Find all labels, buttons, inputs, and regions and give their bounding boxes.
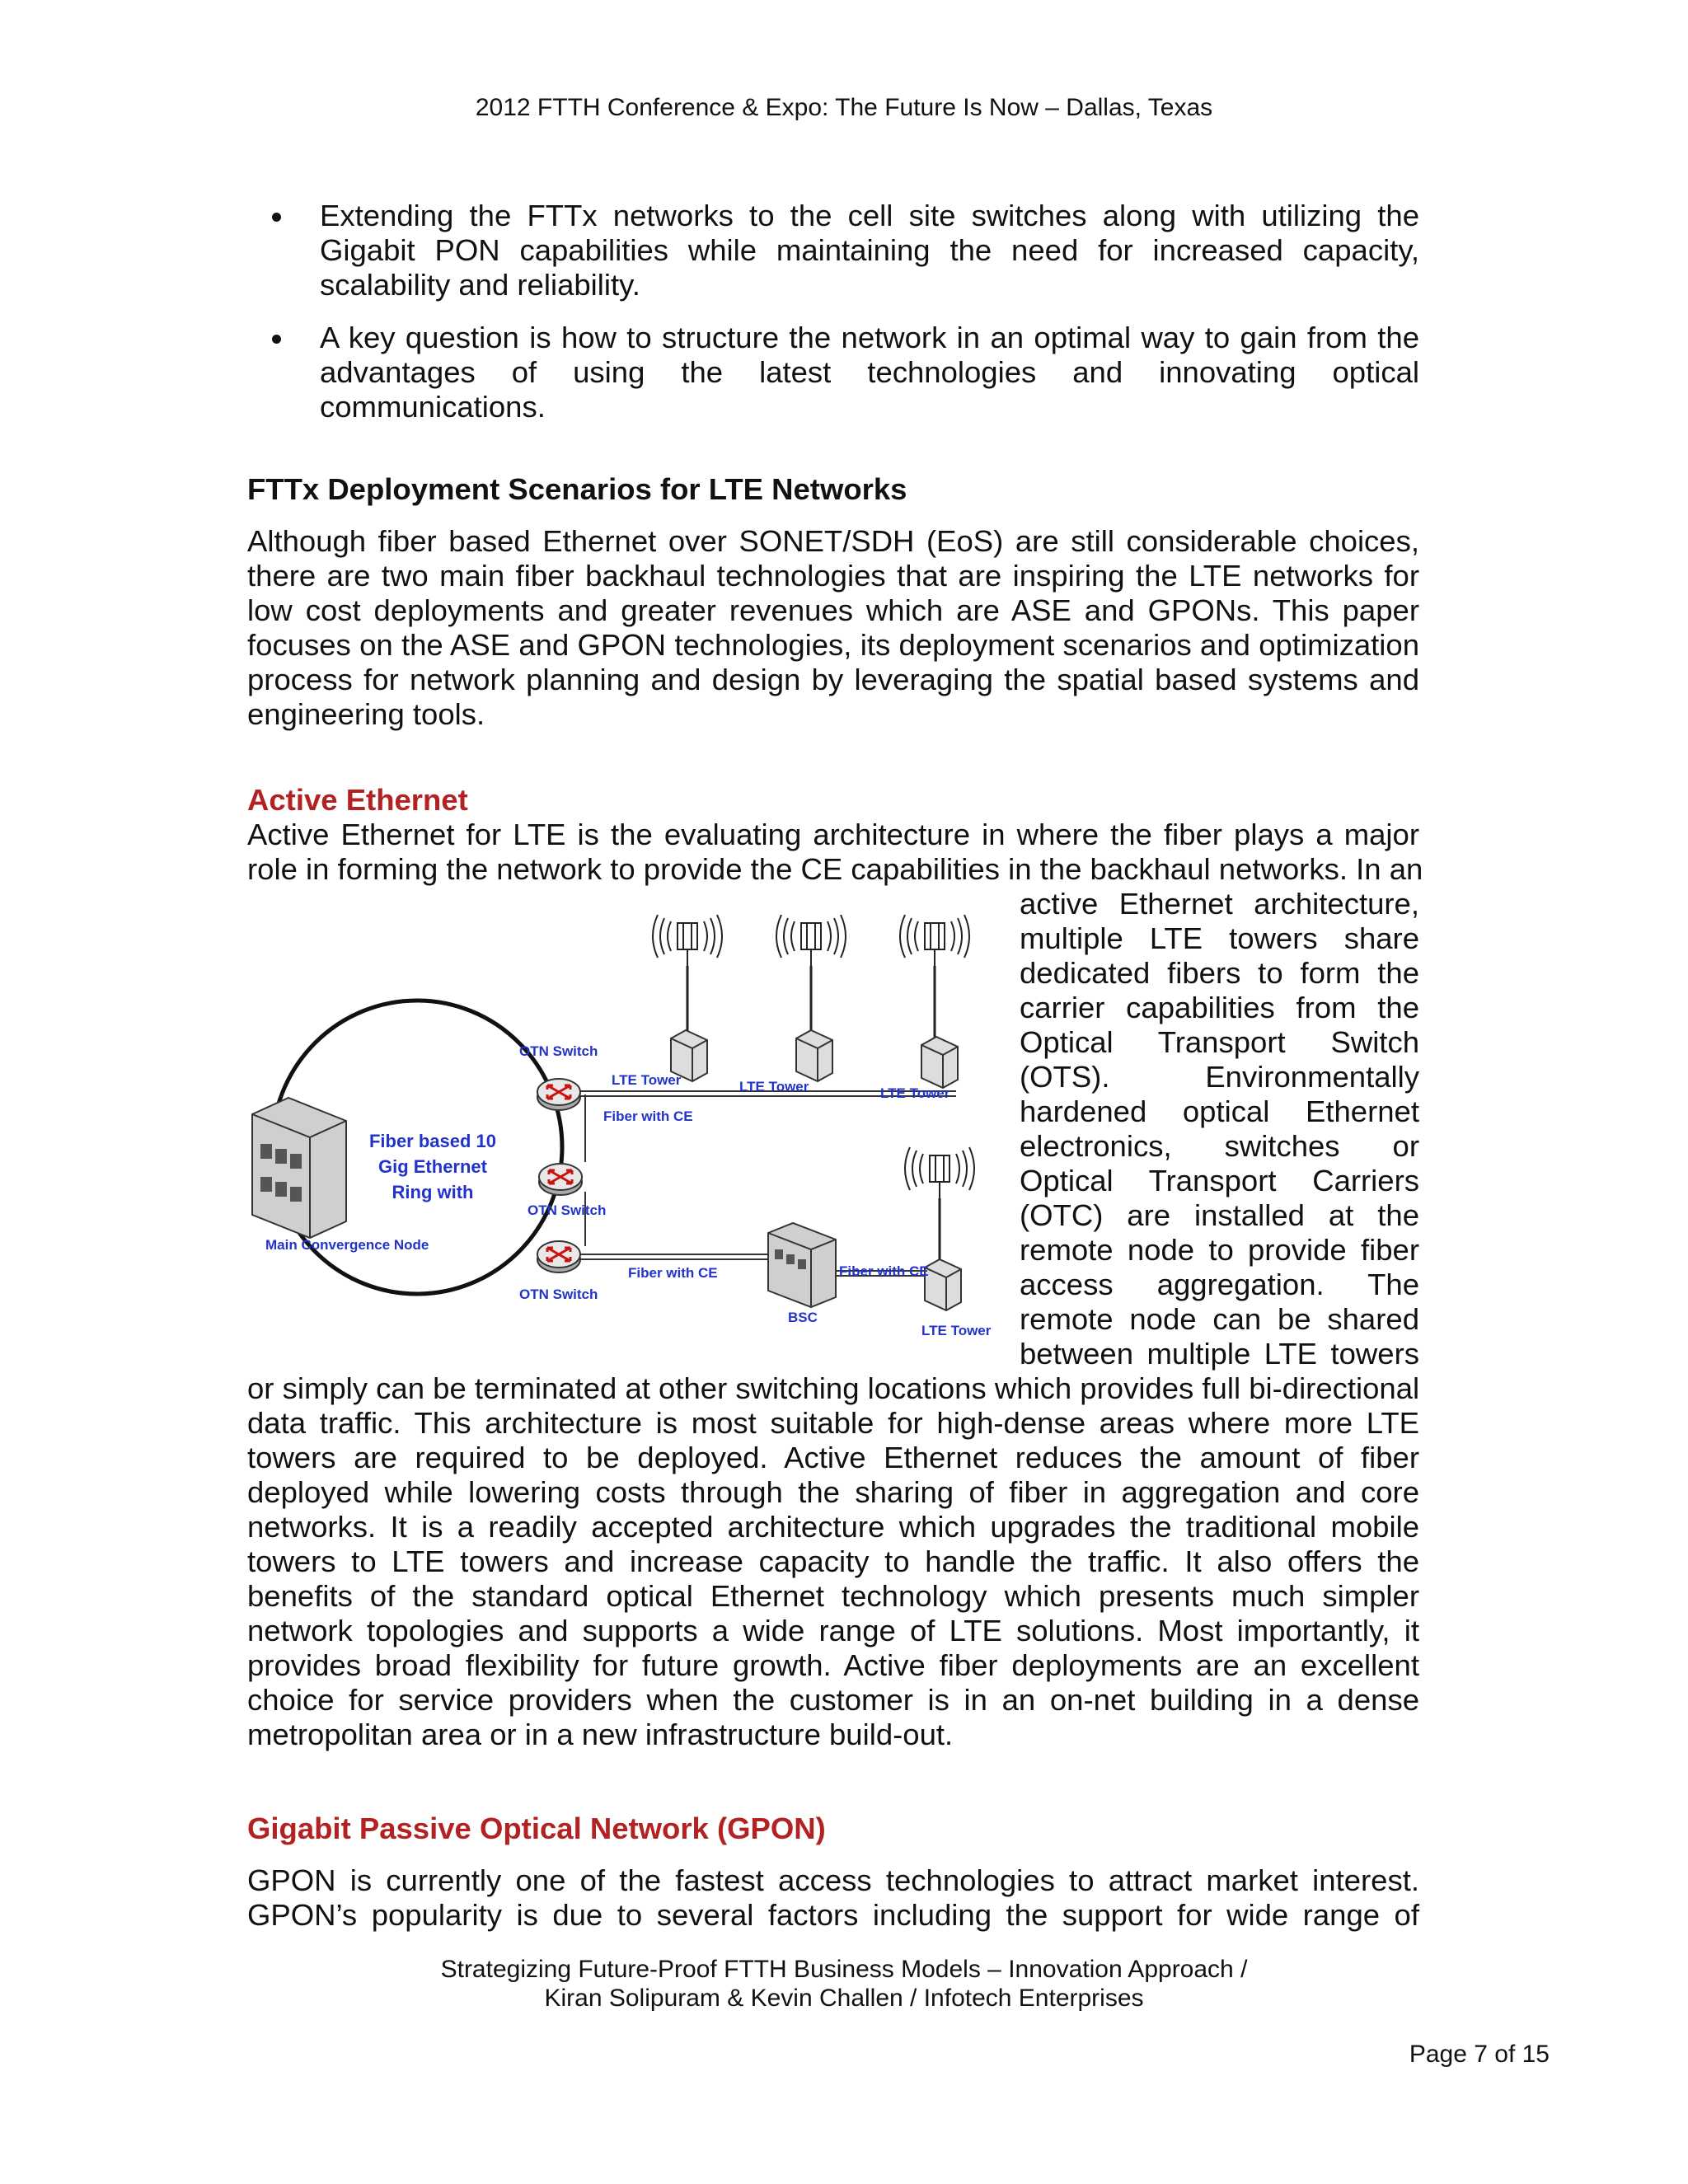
text-line: (OTS). Environmentally: [1020, 1060, 1419, 1094]
text-line: between multiple LTE towers: [1020, 1337, 1419, 1371]
lte-tower-label: LTE Tower: [612, 1072, 682, 1088]
otn-switch-icon: [537, 1241, 580, 1272]
text-line: access aggregation. The: [1020, 1268, 1419, 1301]
otn-switch-label: OTN Switch: [528, 1202, 607, 1218]
bullet-dot-icon: [272, 335, 281, 344]
text-line: active Ethernet architecture,: [1020, 887, 1419, 921]
text-line: engineering tools.: [247, 697, 485, 731]
text-line: benefits of the standard optical Ethernet technology which presents much simpler: [247, 1579, 1419, 1613]
text-line: dedicated fibers to form the: [1020, 956, 1419, 990]
text-line: (OTC) are installed at the: [1020, 1198, 1419, 1232]
paragraph-deployment: [247, 524, 1419, 732]
bullet-line: Extending the FTTx networks to the cell site switches along with utilizing the: [320, 199, 1419, 232]
ring-label-line: Fiber based 10: [368, 1131, 497, 1151]
lte-tower-2: [776, 915, 846, 1081]
text-line: hardened optical Ethernet: [1020, 1094, 1419, 1128]
fiber-ce-label: Fiber with CE: [603, 1108, 693, 1124]
paragraph-gpon: [247, 1863, 1419, 1933]
text-line: focuses on the ASE and GPON technologies, its deployment scenarios and optimization: [247, 628, 1419, 662]
text-line: GPON’s popularity is due to several factors including the support for wide range of: [247, 1898, 1419, 1932]
text-line: low cost deployments and greater revenues which are ASE and GPONs. This paper: [247, 593, 1419, 627]
main-convergence-node-label: Main Convergence Node: [265, 1237, 429, 1253]
section-title-active-ethernet: Active Ethernet: [247, 783, 468, 817]
bullet-line: advantages of using the latest technologies and innovating optical: [320, 355, 1419, 389]
otn-switch-icon: [539, 1164, 582, 1195]
footer-line: Kiran Solipuram & Kevin Challen / Infotech Enterprises: [544, 1985, 1144, 2012]
text-line: Active Ethernet for LTE is the evaluating architecture in where the fiber plays a major: [247, 818, 1419, 851]
text-line: metropolitan area or in a new infrastructure build-out.: [247, 1718, 954, 1751]
text-line: Although fiber based Ethernet over SONET/SDH (EoS) are still considerable choices,: [247, 524, 1419, 558]
text-line: network topologies and supports a wide range of LTE solutions. Most importantly, it: [247, 1614, 1419, 1647]
otn-switch-label: OTN Switch: [519, 1286, 598, 1302]
fiber-ce-label: Fiber with CE: [628, 1265, 718, 1281]
lte-tower-label: LTE Tower: [921, 1323, 992, 1338]
text-line: electronics, switches or: [1020, 1129, 1419, 1163]
ring-label-line: Gig Ethernet: [377, 1156, 488, 1177]
text-line: carrier capabilities from the: [1020, 991, 1419, 1024]
lte-network-diagram: [247, 900, 999, 1355]
text-line: Optical Transport Carriers: [1020, 1164, 1419, 1197]
bullet-line: scalability and reliability.: [320, 268, 640, 302]
bullet-line: Gigabit PON capabilities while maintaining the need for increased capacity,: [320, 233, 1419, 267]
text-line: deployed while lowering costs through the sharing of fiber in aggregation and core: [247, 1475, 1419, 1509]
main-convergence-node-icon: [252, 1098, 346, 1238]
text-line: data traffic. This architecture is most suitable for high-dense areas where more LTE: [247, 1406, 1419, 1440]
fiber-ce-label: Fiber with CE: [839, 1263, 929, 1279]
bullet-dot-icon: [272, 213, 281, 222]
bullet-line: communications.: [320, 390, 546, 424]
bsc-label: BSC: [788, 1310, 818, 1325]
text-line: towers are required to be deployed. Active Ethernet reduces the amount of fiber: [247, 1441, 1419, 1474]
text-line: remote node to provide fiber: [1020, 1233, 1419, 1267]
text-line: choice for service providers when the customer is in an on-net building in a dense: [247, 1683, 1419, 1717]
otn-switch-icon: [537, 1079, 580, 1110]
bullet-item: [247, 199, 1419, 302]
page-number: Page 7 of 15: [1409, 2041, 1550, 2068]
running-header: 2012 FTTH Conference & Expo: The Future Is Now – Dallas, Texas: [475, 94, 1213, 121]
paragraph-active-ethernet-side: [1020, 887, 1419, 1371]
footer-title: [0, 1955, 1688, 2013]
otn-switch-label: OTN Switch: [519, 1043, 598, 1059]
bullet-line: A key question is how to structure the network in an optimal way to gain from the: [320, 321, 1419, 354]
text-line: role in forming the network to provide the CE capabilities in the backhaul networks. In an: [247, 852, 1423, 886]
footer-line: Strategizing Future-Proof FTTH Business Models – Innovation Approach /: [440, 1956, 1248, 1983]
text-line: provides broad flexibility for future growth. Active fiber deployments are an excellent: [247, 1648, 1419, 1682]
lte-tower-1: [653, 915, 722, 1081]
lte-tower-label: LTE Tower: [880, 1085, 950, 1101]
text-line: multiple LTE towers share: [1020, 921, 1419, 955]
section-title-deployment: FTTx Deployment Scenarios for LTE Networks: [247, 472, 907, 506]
text-line: towers to LTE towers and increase capacity to handle the traffic. It also offers the: [247, 1544, 1419, 1578]
paragraph-active-ethernet-rest: [247, 1371, 1419, 1752]
text-line: or simply can be terminated at other switching locations which provides full bi-directional: [247, 1371, 1420, 1405]
lte-tower-4: [905, 1147, 974, 1310]
bsc-icon: [768, 1223, 836, 1307]
ring-label-line: Ring with: [392, 1182, 474, 1202]
paragraph-active-ethernet-intro: [247, 818, 1423, 887]
text-line: remote node can be shared: [1020, 1302, 1419, 1336]
text-line: Optical Transport Switch: [1020, 1025, 1419, 1059]
bullet-item: [247, 321, 1419, 424]
section-title-gpon: Gigabit Passive Optical Network (GPON): [247, 1811, 826, 1845]
lte-tower-label: LTE Tower: [739, 1079, 809, 1094]
text-line: GPON is currently one of the fastest access technologies to attract market interest.: [247, 1863, 1419, 1897]
lte-tower-3: [900, 915, 969, 1088]
text-line: process for network planning and design by leveraging the spatial based systems and: [247, 663, 1419, 696]
bullet-list: [247, 199, 1419, 424]
text-line: there are two main fiber backhaul technologies that are inspiring the LTE networks for: [247, 559, 1419, 593]
text-line: networks. It is a readily accepted architecture which upgrades the traditional mobile: [247, 1510, 1419, 1544]
